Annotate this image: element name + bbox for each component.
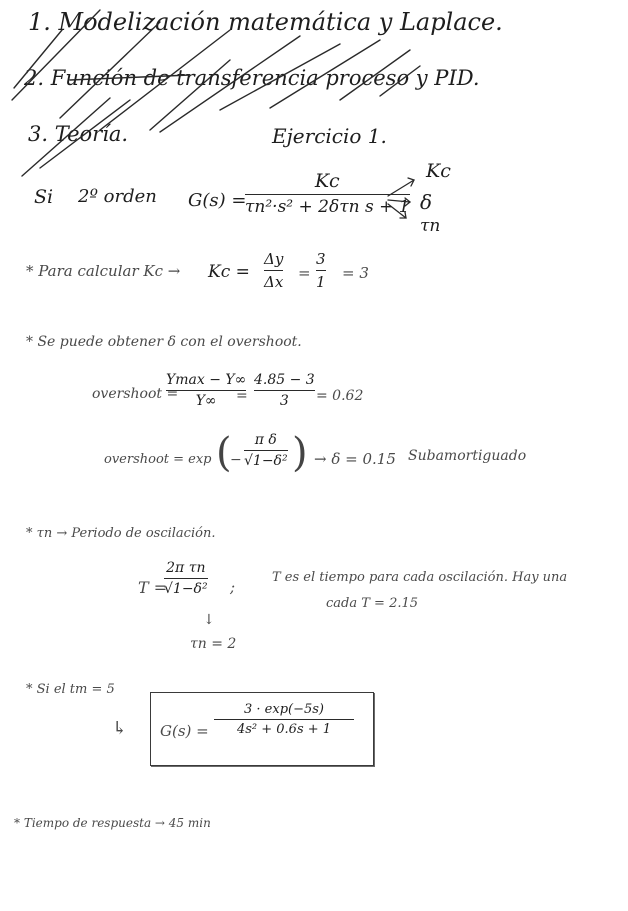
overshoot-exp-minus: −: [230, 452, 242, 468]
second-order-denominator: τn²·s² + 2δτn s + 1: [245, 197, 410, 217]
heading-item-3: 3. Teoría.: [28, 122, 129, 146]
sqrt-one-minus-delta-sq: √1−δ²: [244, 453, 288, 469]
fraction-bar: [264, 270, 283, 271]
boxed-denominator: 4s² + 0.6s + 1: [236, 722, 332, 737]
two-pi-tau: 2π τn: [166, 560, 206, 576]
overshoot-result: = 0.62: [316, 388, 364, 404]
overshoot-den-values: 3: [279, 393, 289, 409]
param-tau: τn: [420, 216, 441, 236]
overshoot-exp-paren-open: (: [216, 430, 232, 476]
boxed-fraction: [214, 702, 354, 737]
tm-text: * Si el tm = 5: [26, 682, 115, 697]
kc-fraction-delta: [264, 250, 283, 291]
exercise-title: Ejercicio 1.: [272, 124, 387, 148]
overshoot-fraction-values: [254, 372, 315, 409]
fraction-bar: [316, 270, 326, 271]
boxed-numerator: 3 · exp(−5s): [244, 702, 324, 717]
fraction-bar: [214, 719, 354, 720]
delta-x: Δx: [264, 273, 284, 291]
period-note-line1: T es el tiempo para cada oscilación. Hay una: [272, 570, 568, 585]
heading-item-2: 2. Función de transferencia proceso y PID.: [24, 66, 480, 90]
kc-den-1: 1: [316, 273, 326, 291]
tau-intro: * τn → Periodo de oscilación.: [26, 526, 216, 541]
param-kc: Kc: [426, 160, 451, 182]
fraction-bar: [244, 450, 288, 451]
overshoot-fraction-symbolic: [166, 372, 246, 409]
overshoot-exp-lhs: overshoot = exp: [104, 452, 212, 467]
kc-num-3: 3: [316, 250, 326, 268]
period-note-line2: cada T = 2.15: [326, 596, 419, 611]
delta-y: Δy: [264, 250, 284, 268]
delta-result: → δ = 0.15: [314, 450, 396, 468]
fraction-bar: [164, 578, 208, 579]
hook-arrow: ↳: [112, 718, 128, 739]
kc-fraction-values: [316, 250, 326, 291]
period-lhs: T =: [138, 578, 168, 597]
si-label: Si: [34, 186, 54, 208]
overshoot-exp-fraction: [244, 432, 288, 469]
kc-equals: =: [298, 264, 311, 282]
param-delta: δ: [420, 190, 433, 214]
tau-result: τn = 2: [190, 636, 237, 652]
pi-delta: π δ: [254, 432, 277, 448]
overshoot-exp-paren-close: ): [292, 430, 308, 476]
overshoot-equals: =: [236, 388, 248, 404]
period-fraction: [164, 560, 208, 597]
second-order-numerator: Kc: [314, 170, 340, 192]
subamortiguado-note: Subamortiguado: [408, 448, 527, 464]
overshoot-num: Ymax − Y∞: [166, 372, 247, 388]
kc-calc-text: * Para calcular Kc →: [26, 262, 181, 280]
period-sqrt-den: √1−δ²: [164, 581, 208, 597]
down-arrow: ↓: [203, 612, 215, 628]
fraction-bar: [166, 390, 246, 391]
overshoot-intro: * Se puede obtener δ con el overshoot.: [26, 334, 302, 350]
overshoot-lhs: overshoot =: [92, 386, 179, 402]
boxed-lhs: G(s) =: [160, 722, 209, 740]
response-time: * Tiempo de respuesta → 45 min: [14, 816, 211, 830]
kc-lhs: Kc =: [208, 262, 250, 282]
fraction-bar: [254, 390, 315, 391]
second-order-label: 2º orden: [78, 186, 157, 207]
transfer-function-lhs: G(s) =: [188, 190, 247, 211]
overshoot-den: Y∞: [195, 393, 217, 409]
kc-result: = 3: [342, 264, 369, 282]
period-sep: ;: [230, 578, 236, 596]
overshoot-num-values: 4.85 − 3: [254, 372, 315, 388]
heading-item-1: 1. Modelización matemática y Laplace.: [28, 8, 503, 36]
